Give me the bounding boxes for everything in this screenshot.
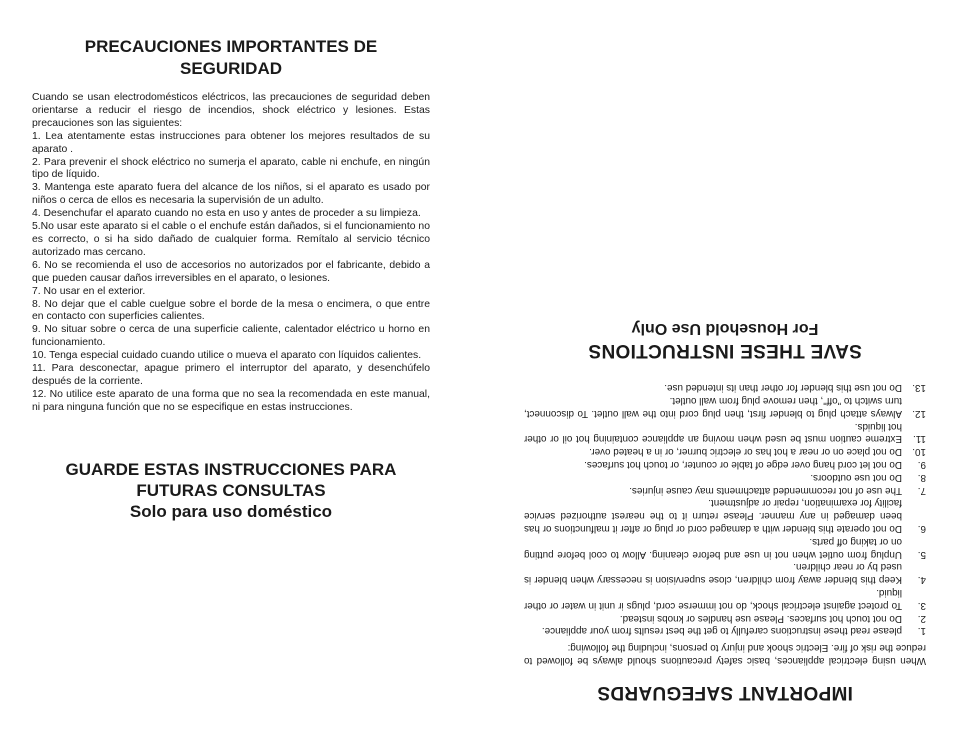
english-item-text: Do not touch hot surfaces. Please use handles or knobs instead.	[619, 612, 902, 624]
english-item	[524, 534, 926, 560]
english-item-number: 11.	[913, 433, 926, 445]
english-item	[524, 444, 926, 457]
english-item	[524, 419, 926, 445]
spanish-item: 3. Mantenga este aparato fuera del alcance de los niños, si el aparato es usado por niños o cerca de ellos es necesaria la supervisión de un adulto.	[32, 182, 430, 207]
english-household-note: For Household Use Only	[631, 320, 819, 338]
spanish-title: PRECAUCIONES IMPORTANTES DE SEGURIDAD	[84, 37, 378, 78]
english-item-text: Do not use this blender for other than its intended use.	[664, 382, 902, 394]
english-item-text: Always attach plug to blender first, then plug cord into the wall outlet. To disconnect, turn switch to "off", then remove plug from wall outlet.	[524, 395, 902, 419]
english-item-text: Do not let cord hang over edge of table or counter, or touch hot surfaces.	[584, 459, 902, 471]
spanish-item: 10. Tenga especial cuidado cuando utilice o mueva el aparato con líquidos calientes.	[32, 350, 422, 362]
english-item-list	[524, 380, 926, 636]
english-item-number: 9.	[917, 459, 926, 471]
english-item-text: The use of not recommended attachments may cause injuries.	[629, 484, 902, 496]
english-item-number: 6.	[917, 523, 926, 535]
english-item	[524, 611, 926, 624]
spanish-save-heading: GUARDE ESTAS INSTRUCCIONES PARA FUTURAS CONSULTAS	[65, 459, 397, 500]
english-item-number: 8.	[917, 471, 926, 483]
spanish-save-instructions	[32, 459, 430, 522]
english-item-text: To protect against electrical shock, do not immerse cord, plugs ir unit in water or other liquid.	[524, 587, 902, 611]
english-item-number: 13.	[912, 382, 926, 394]
spanish-intro: Cuando se usan electrodomésticos eléctricos, las precauciones de seguridad deben orientarse a reducir el riesgo de incendios, shock eléctrico y lesiones. Estas precauciones son las siguientes:	[32, 92, 430, 129]
spanish-item: 2. Para prevenir el shock eléctrico no sumerja el aparato, cable ni enchufe, en ningún tipo de líquido.	[32, 156, 430, 181]
english-item-number: 10.	[912, 446, 926, 458]
english-item	[524, 496, 926, 534]
english-save-heading: SAVE THESE INSTRUCTIONS	[588, 340, 862, 362]
english-item	[524, 457, 926, 470]
spanish-item: 7. No usar en el exterior.	[32, 285, 146, 297]
english-item-text: Do not place on or near a hot has or electric burner, or in a heated over.	[589, 446, 902, 458]
english-item	[524, 393, 926, 419]
english-item-number: 2.	[917, 612, 926, 624]
english-item-text: please read these instructions carefully to get the best results from your appliance.	[541, 625, 902, 637]
english-item-number: 7.	[917, 484, 926, 496]
spanish-item: 4. Desenchufar el aparato cuando no esta en uso y antes de proceder a su limpieza.	[32, 208, 421, 220]
english-item-text: Do not operate this blender with a damaged cord or plug or after it malfunctions or has been damaged in any manner. Please return it to the nearest authorized service facility for examination, repair or adjustment.	[524, 497, 902, 535]
spanish-household-note: Solo para uso doméstico	[129, 501, 333, 521]
english-item-number: 3.	[917, 599, 926, 611]
spanish-item: 5.No usar este aparato si el cable o el enchufe están dañados, si el funcionamiento no es correcto, o si ha sido dañado de cualquier forma. Remítalo al servicio técnico autorizado mas cercano.	[32, 221, 430, 258]
english-save-instructions	[524, 318, 926, 362]
english-intro: When using electrical appliances, basic safety precautions should always be followed to reduce the risk of fire. Electric shook and injury to persons, including the following:	[524, 642, 926, 666]
english-panel-rotated	[494, 0, 954, 738]
spanish-item-list	[32, 131, 430, 415]
english-item-number: 1.	[917, 625, 926, 637]
english-item-number: 5.	[917, 548, 926, 560]
spanish-item: 9. No situar sobre o cerca de una superficie caliente, calentador eléctrico u horno en funcionamiento.	[32, 324, 430, 349]
english-item-text: Keep this blender away from children, close supervision is necessary when blender is used by or near children.	[524, 561, 902, 586]
english-item-text: Extreme caution must be used when moving an appliance containing hot oil or other hot liquids.	[524, 420, 902, 445]
english-item	[524, 585, 926, 611]
spanish-panel	[0, 0, 460, 738]
english-item-number: 4.	[917, 574, 926, 586]
english-item	[524, 624, 926, 637]
english-item-text: Unplug from outlet when not in use and before cleaning. Allow to cool before putting on or taking off parts.	[524, 535, 902, 560]
spanish-item: 1. Lea atentamente estas instrucciones para obtener los mejores resultados de su aparato .	[32, 130, 430, 155]
english-item-number: 12.	[912, 407, 926, 419]
spanish-item: 8. No dejar que el cable cuelgue sobre el borde de la mesa o encimera, o que entre en contacto con superficies calientes.	[32, 298, 430, 323]
english-item	[524, 560, 926, 586]
spanish-item: 12. No utilice este aparato de una forma que no sea la recomendada en este manual, ni para ninguna función que no se especifique en estas instrucciones.	[32, 388, 430, 413]
spanish-item: 6. No se recomienda el uso de accesorios no autorizados por el fabricante, debido a que pueden causar daños irreversibles en el aparato, o lesiones.	[32, 259, 430, 284]
english-item	[524, 470, 926, 483]
english-item	[524, 483, 926, 496]
spanish-item: 11. Para desconectar, apague primero el interruptor del aparato, y desenchúfelo después de la corriente.	[32, 363, 430, 387]
english-title: IMPORTANT SAFEGUARDS	[597, 682, 853, 703]
english-item-text: Do not use outdoors.	[810, 471, 902, 483]
english-item	[524, 380, 926, 393]
